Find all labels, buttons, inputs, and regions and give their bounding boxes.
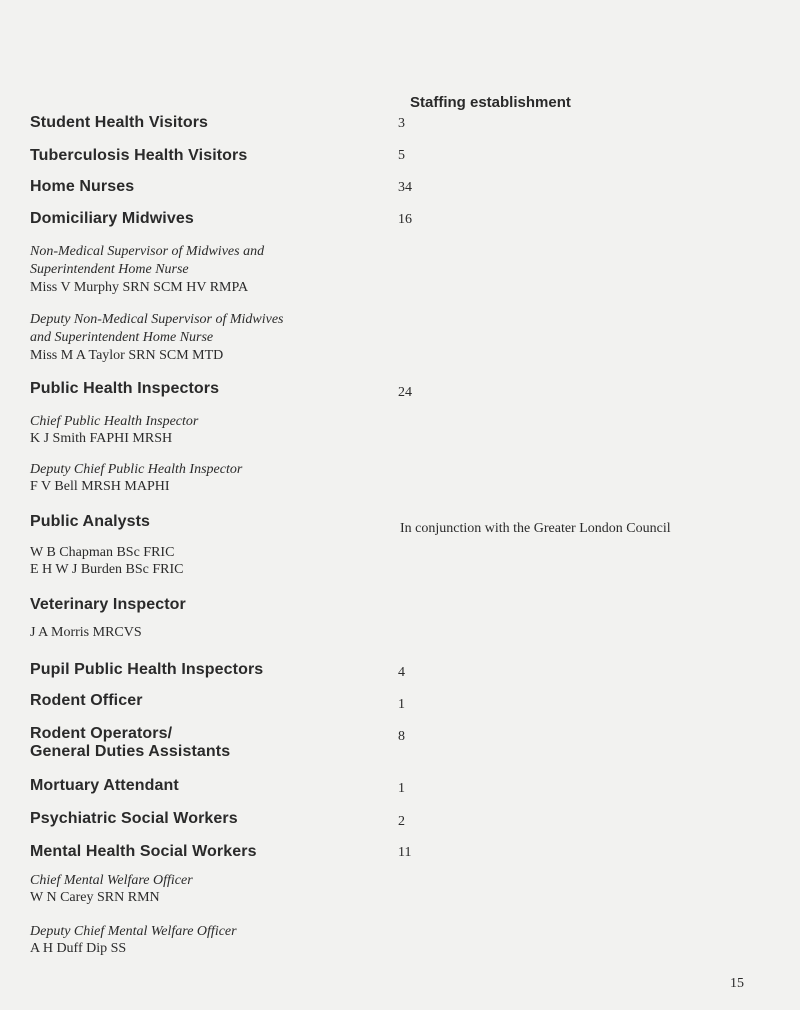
- value-public-health-inspectors: 24: [398, 385, 412, 400]
- heading-mental-health-social-workers: Mental Health Social Workers: [30, 843, 257, 860]
- heading-pupil-phi: Pupil Public Health Inspectors: [30, 661, 264, 678]
- heading-rodent-officer: Rodent Officer: [30, 692, 143, 709]
- heading-public-health-inspectors: Public Health Inspectors: [30, 380, 220, 397]
- value-home-nurses: 34: [398, 180, 412, 195]
- staffing-establishment-header: Staffing establishment: [410, 94, 571, 111]
- role-supervisor-line2: Superintendent Home Nurse: [30, 262, 189, 277]
- role-deputy-chief-mwo: Deputy Chief Mental Welfare Officer: [30, 924, 237, 939]
- bleed-through-text: [34, 94, 38, 111]
- role-deputy-chief-phi: Deputy Chief Public Health Inspector: [30, 462, 243, 477]
- name-chief-mwo: W N Carey SRN RMN: [30, 890, 160, 905]
- value-mortuary-attendant: 1: [398, 781, 405, 796]
- heading-rodent-operators-line2: General Duties Assistants: [30, 743, 231, 760]
- name-chief-phi: K J Smith FAPHI MRSH: [30, 431, 173, 446]
- name-deputy-chief-mwo: A H Duff Dip SS: [30, 941, 127, 956]
- heading-home-nurses: Home Nurses: [30, 178, 135, 195]
- value-public-analysts: In conjunction with the Greater London Council: [400, 521, 671, 536]
- name-veterinary-inspector: J A Morris MRCVS: [30, 625, 142, 640]
- heading-veterinary-inspector: Veterinary Inspector: [30, 596, 186, 613]
- name-deputy-supervisor: Miss M A Taylor SRN SCM MTD: [30, 348, 224, 363]
- role-supervisor-line1: Non-Medical Supervisor of Midwives and: [30, 244, 265, 259]
- heading-public-analysts: Public Analysts: [30, 513, 151, 530]
- heading-mortuary-attendant: Mortuary Attendant: [30, 777, 179, 794]
- page-number: 15: [730, 976, 744, 991]
- role-chief-phi: Chief Public Health Inspector: [30, 414, 199, 429]
- name-supervisor: Miss V Murphy SRN SCM HV RMPA: [30, 280, 249, 295]
- value-domiciliary-midwives: 16: [398, 212, 412, 227]
- heading-domiciliary-midwives: Domiciliary Midwives: [30, 210, 194, 227]
- role-deputy-supervisor-line2: and Superintendent Home Nurse: [30, 330, 214, 345]
- role-deputy-supervisor-line1: Deputy Non-Medical Supervisor of Midwives: [30, 312, 284, 327]
- value-rodent-operators: 8: [398, 729, 405, 744]
- name-public-analyst-2: E H W J Burden BSc FRIC: [30, 562, 184, 577]
- heading-rodent-operators-line1: Rodent Operators/: [30, 725, 173, 742]
- heading-psychiatric-social-workers: Psychiatric Social Workers: [30, 810, 238, 827]
- value-tuberculosis-health-visitors: 5: [398, 148, 405, 163]
- value-student-health-visitors: 3: [398, 116, 405, 131]
- value-rodent-officer: 1: [398, 697, 405, 712]
- heading-student-health-visitors: Student Health Visitors: [30, 114, 209, 131]
- value-pupil-phi: 4: [398, 665, 405, 680]
- value-mental-health-social-workers: 11: [398, 845, 412, 860]
- heading-tuberculosis-health-visitors: Tuberculosis Health Visitors: [30, 147, 248, 164]
- role-chief-mwo: Chief Mental Welfare Officer: [30, 873, 193, 888]
- name-public-analyst-1: W B Chapman BSc FRIC: [30, 545, 175, 560]
- value-psychiatric-social-workers: 2: [398, 814, 405, 829]
- name-deputy-chief-phi: F V Bell MRSH MAPHI: [30, 479, 170, 494]
